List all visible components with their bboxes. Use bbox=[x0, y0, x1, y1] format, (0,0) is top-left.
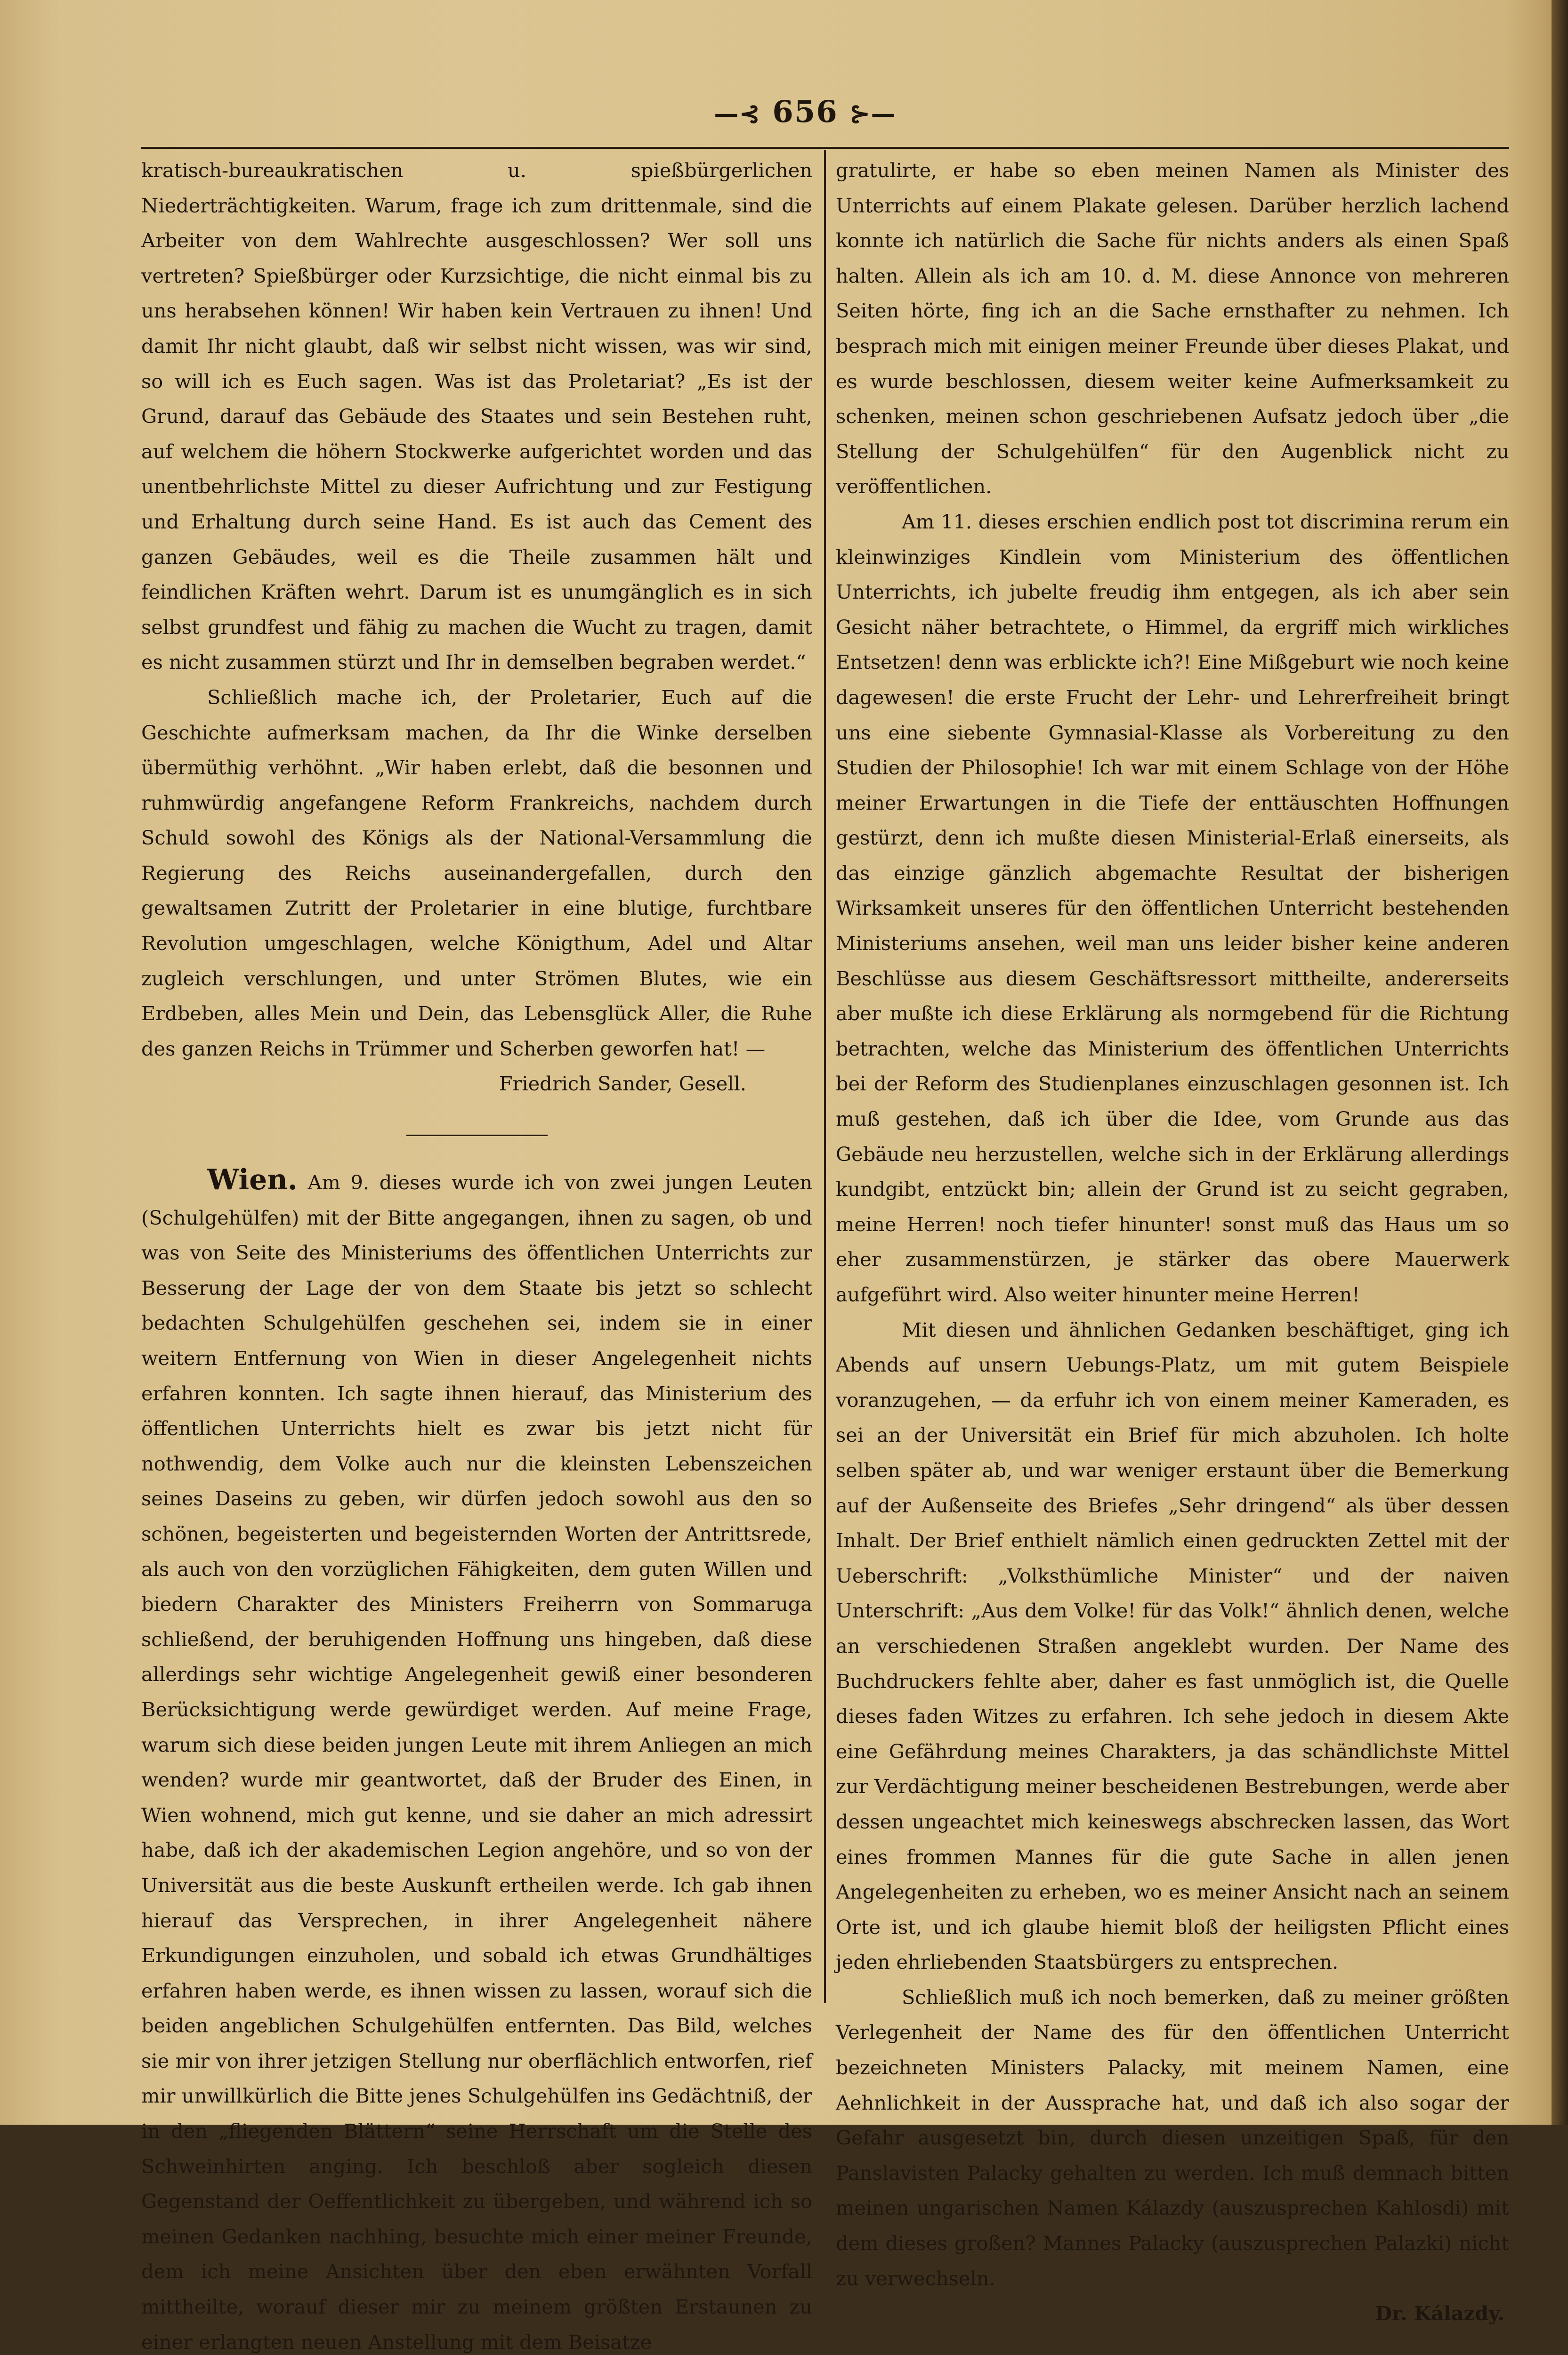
left-column bbox=[141, 153, 812, 2355]
right-column bbox=[836, 153, 1509, 2331]
ornament-left: —⊰ bbox=[714, 99, 761, 128]
right-paragraph-2: Am 11. dieses erschien endlich post tot discrimina rerum ein kleinwinziges Kindlein vom Ministerium des öffentlichen Unterrichts, ich jubelte freudig ihm entgegen, als ich aber sein Gesicht näher betrachtete, o Himmel, da ergriff mich wirkliches Entsetzen! denn was erblickte ich?! Eine Mißgeburt wie noch keine dagewesen! die erste Frucht der Lehr- und Lehrerfreiheit bringt uns eine siebente Gymnasial-Klasse als Vorbereitung zu den Studien der Philosophie! Ich war mit einem Schlage von der Höhe meiner Erwartungen in die Tiefe der enttäuschten Hoffnungen gestürzt, denn ich mußte diesen Ministerial-Erlaß einerseits, als das einzige gänzlich abgemachte Resultat der bisherigen Wirksamkeit unseres für den öffentlichen Unterricht bestehenden Ministeriums ansehen, weil man uns leider bisher keine anderen Beschlüsse aus diesem Geschäftsressort mittheilte, andererseits aber mußte ich diese Erklärung als normgebend für die Richtung betrachten, welche das Ministerium des öffentlichen Unterrichts bei der Reform des Studienplanes einzuschlagen gesonnen ist. Ich muß gestehen, daß ich über die Idee, vom Grunde aus das Gebäude neu herzustellen, welche sich in der Erklärung allerdings kundgibt, entzückt bin; allein der Grund ist zu seicht gegraben, meine Herren! noch tiefer hinunter! sonst muß das Haus um so eher zusammenstürzen, je stärker das obere Mauerwerk aufgeführt wird. Also weiter hinunter meine Herren! bbox=[836, 510, 1509, 1306]
page-number: 656 bbox=[772, 94, 838, 130]
ornament-right: ⊱— bbox=[849, 99, 897, 128]
left-paragraph-3-text: Am 9. dieses wurde ich von zwei jungen Leuten (Schulgehülfen) mit der Bitte angegangen, ihnen zu sagen, ob und was von Seite des Ministeriums des öffentlichen Unterrichts zur Besserung der Lage der von dem Staate bis jetzt so schlecht bedachten Schulgehülfen geschehen sei, indem sie in einer weitern Entfernung von Wien in dieser Angelegenheit nichts erfahren konnten. Ich sagte ihnen hierauf, das Ministerium des öffentlichen Unterrichts hielt es zwar bis jetzt nicht für nothwendig, dem Volke auch nur die kleinsten Lebenszeichen seines Daseins zu geben, wir dürfen jedoch sowohl aus den so schönen, begeisterten und begeisternden Worten der Antrittsrede, als auch von den vorzüglichen Fähigkeiten, dem guten Willen und biedern Charakter des Ministers Freiherrn von Sommaruga schließend, der beruhigenden Hoffnung uns hingeben, daß diese allerdings sehr wichtige Angelegenheit gewiß einer besonderen Berücksichtigung werde gewürdiget werden. Auf meine Frage, warum sich diese beiden jungen Leute mit ihrem Anliegen an mich wenden? wurde mir geantwortet, daß der Bruder des Einen, in Wien wohnend, mich gut kenne, und sie daher an mich adressirt habe, daß ich der akademischen Legion angehöre, und so von der Universität aus die beste Auskunft ertheilen werde. Ich gab ihnen hierauf das Versprechen, in ihrer Angelegenheit nähere Erkundigungen einzuholen, und sobald ich etwas Grundhältiges erfahren haben werde, es ihnen wissen zu lassen, worauf sich die beiden angeblichen Schulgehülfen entfernten. Das Bild, welches sie mir von ihrer jetzigen Stellung nur oberflächlich entworfen, rief mir unwillkürlich die Bitte jenes Schulgehülfen ins Gedächtniß, der in den „fliegenden Blättern“ seine Herrschaft um die Stelle des Schweinhirten anging. Ich beschloß aber sogleich diesen Gegenstand der Oeffentlichkeit zu übergeben, und während ich so meinen Gedanken nachhing, besuchte mich einer meiner Freunde, dem ich meine Ansichten über den eben erwähnten Vorfall mittheilte, worauf dieser mir zu meinem größten Erstaunen zu einer erlangten neuen Anstellung mit dem Beisatze bbox=[141, 1171, 812, 2354]
dateline: Wien. bbox=[207, 1163, 298, 1197]
right-paragraph-3: Mit diesen und ähnlichen Gedanken beschäftiget, ging ich Abends auf unsern Uebungs-Platz, um mit gutem Beispiele voranzugehen, — da erfuhr ich von einem meiner Kameraden, es sei an der Universität ein Brief für mich abzuholen. Ich holte selben später ab, und war weniger erstaunt über die Bemerkung auf der Außenseite des Briefes „Sehr dringend“ als über dessen Inhalt. Der Brief enthielt nämlich einen gedruckten Zettel mit der Ueberschrift: „Volksthümliche Minister“ und der naiven Unterschrift: „Aus dem Volke! für das Volk!“ ähnlich denen, welche an verschiedenen Straßen angeklebt wurden. Der Name des Buchdruckers fehlte aber, daher es fast unmöglich ist, die Quelle dieses faden Witzes zu erfahren. Ich sehe jedoch in diesem Akte eine Gefährdung meines Charakters, ja das schändlichste Mittel zur Verdächtigung meiner bescheidenen Bestrebungen, werde aber dessen ungeachtet mich keineswegs abschrecken lassen, das Wort eines frommen Mannes für die gute Sache in allen jenen Angelegenheiten zu erheben, wo es meiner Ansicht nach an seinem Orte ist, und ich glaube hiemit bloß der heiligsten Pflicht eines jeden ehrliebenden Staatsbürgers zu entsprechen. bbox=[836, 1318, 1509, 1974]
column-divider bbox=[824, 150, 826, 2003]
left-signature: Friedrich Sander, Gesell. bbox=[499, 1072, 746, 1096]
right-signature: Dr. Kálazdy. bbox=[1375, 2302, 1504, 2325]
left-paragraph-3 bbox=[141, 1162, 812, 2355]
page-edge bbox=[1552, 0, 1568, 2125]
header-rule bbox=[141, 147, 1509, 149]
right-paragraph-4: Schließlich muß ich noch bemerken, daß zu meiner größten Verlegenheit der Name des für den öffentlichen Unterricht bezeichneten Ministers Palacky, mit meinem Namen, eine Aehnlichkeit in der Aussprache hat, und daß ich also sogar der Gefahr ausgesetzt bin, durch diesen unzeitigen Spaß, für den Panslavisten Palacky gehalten zu werden. Ich muß demnach bitten meinen ungarischen Namen Kálazdy (auszusprechen Kahlosdi) mit dem dieses großen? Mannes Palacky (auszusprechen Palazki) nicht zu verwechseln. bbox=[836, 1985, 1509, 2290]
page-header bbox=[697, 94, 913, 130]
left-paragraph-2: Schließlich mache ich, der Proletarier, Euch auf die Geschichte aufmerksam machen, da Ihr die Winke derselben übermüthig verhöhnt. „Wir haben erlebt, daß die besonnen und ruhmwürdig angefangene Reform Frankreichs, nachdem durch Schuld sowohl des Königs als der National-Versammlung die Regierung des Reichs auseinandergefallen, durch den gewaltsamen Zutritt der Proletarier in eine blutige, furchtbare Revolution umgeschlagen, welche Königthum, Adel und Altar zugleich verschlungen, und unter Strömen Blutes, wie ein Erdbeben, alles Mein und Dein, das Lebensglück Aller, die Ruhe des ganzen Reichs in Trümmer und Scherben geworfen hat! — bbox=[141, 685, 812, 1060]
left-paragraph-1: kratisch-bureaukratischen u. spießbürgerlichen Niederträchtigkeiten. Warum, frage ich zum drittenmale, sind die Arbeiter von dem Wahlrechte ausgeschlossen? Wer soll uns vertreten? Spießbürger oder Kurzsichtige, die nicht einmal bis zu uns herabsehen können! Wir haben kein Vertrauen zu ihnen! Und damit Ihr nicht glaubt, daß wir selbst nicht wissen, was wir sind, so will ich es Euch sagen. Was ist das Proletariat? „Es ist der Grund, darauf das Gebäude des Staates und sein Bestehen ruht, auf welchem die höhern Stockwerke aufgerichtet worden und das unentbehrlichste Mittel zu dieser Aufrichtung und zur Festigung und Erhaltung durch seine Hand. Es ist auch das Cement des ganzen Gebäudes, weil es die Theile zusammen hält und feindlichen Kräften wehrt. Darum ist es unumgänglich es in sich selbst grundfest und fähig zu machen die Wucht zu tragen, damit es nicht zusammen stürzt und Ihr in demselben begraben werdet.“ bbox=[141, 159, 812, 674]
article-separator bbox=[406, 1135, 548, 1136]
right-paragraph-1: gratulirte, er habe so eben meinen Namen als Minister des Unterrichts auf einem Plakate gelesen. Darüber herzlich lachend konnte ich natürlich die Sache für nichts anders als einen Spaß halten. Allein als ich am 10. d. M. diese Annonce von mehreren Seiten hörte, fing ich an die Sache ernsthafter zu nehmen. Ich besprach mich mit einigen meiner Freunde über dieses Plakat, und es wurde beschlossen, diesem weiter keine Aufmerksamkeit zu schenken, meinen schon geschriebenen Aufsatz jedoch über „die Stellung der Schulgehülfen“ für den Augenblick nicht zu veröffentlichen. bbox=[836, 159, 1509, 498]
